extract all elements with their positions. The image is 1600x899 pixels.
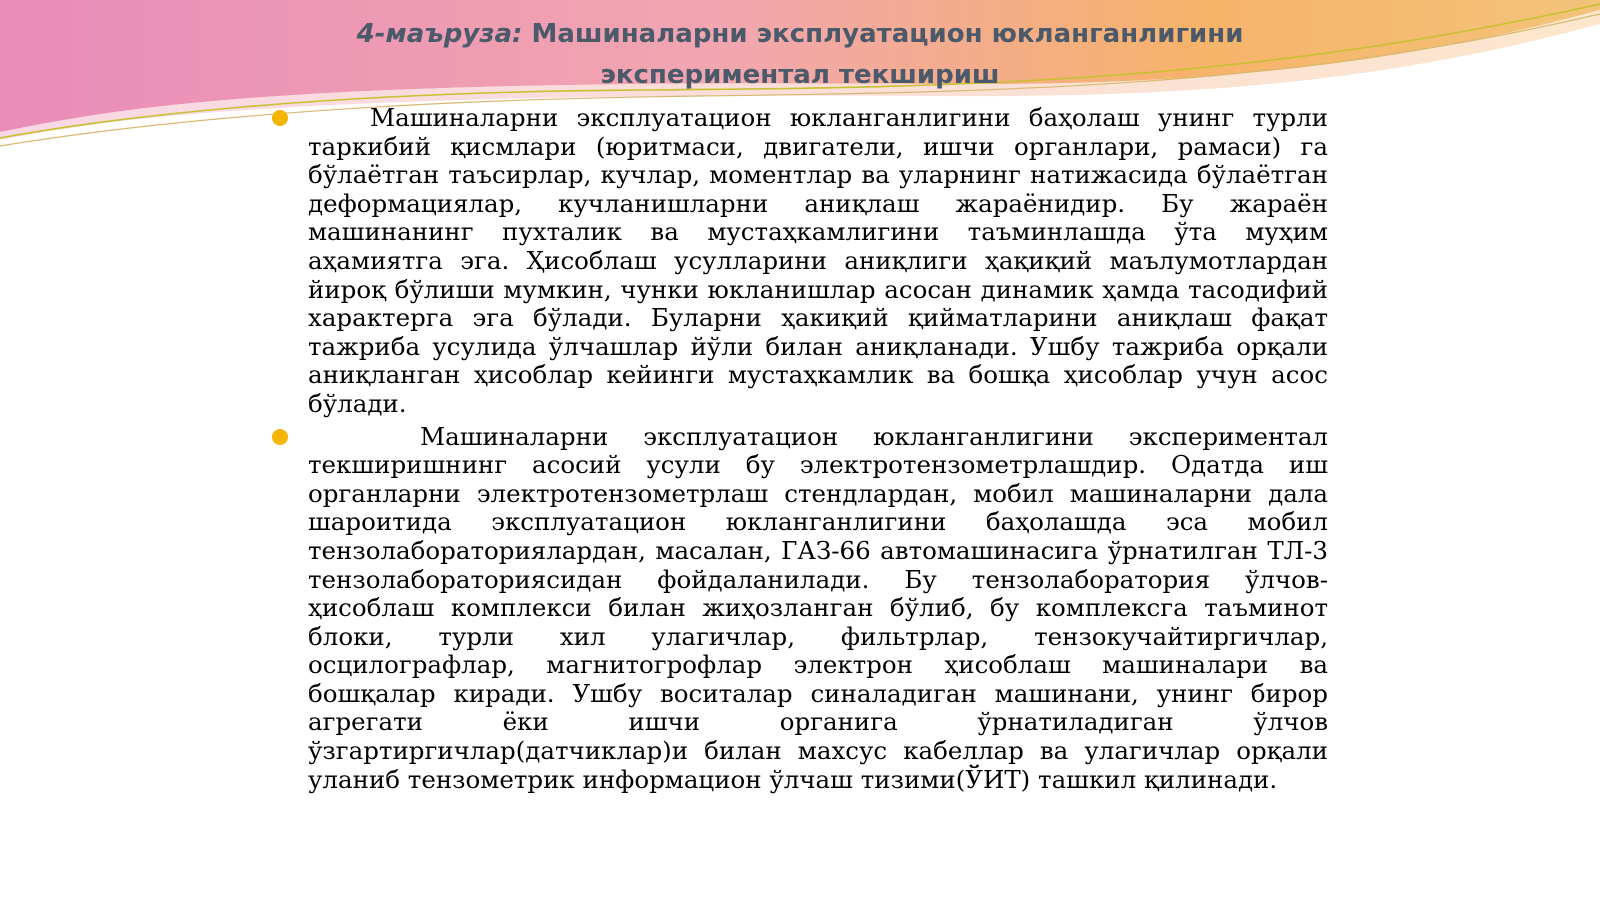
title-text-2: экспериментал текшириш (600, 60, 1000, 90)
paragraph-text-1: Машиналарни эксплуатацион юкланганлигини баҳолаш унинг турли таркибий қисмлари (юритмаси, двигатели, ишчи органлари, рамаси) га бўлаётган таъсирлар, кучлар, моментлар ва уларнинг натижасида бўлаётган деформациялар, кучланишларни аниқлаш жараёнидир. Бу жараён машинанинг пухталик ва мустаҳкамлигини таъминлашда ўта муҳим аҳамиятга эга. Ҳисоблаш усулларини аниқлиги ҳақиқий маълумотлардан йироқ бўлиши мумкин, чунки юкланишлар асосан динамик ҳамда тасодифий характерга эга бўлади. Буларни ҳакиқий қийматларини аниқлаш фақат тажриба усулида ўлчашлар йўли билан аниқланади. Ушбу тажриба орқали аниқланган ҳисоблар кейинги мустаҳкамлик ва бошқа ҳисоблар учун асос бўлади. (308, 103, 1328, 418)
lecture-label: 4-маърузa: (356, 19, 523, 49)
circle-bullet-icon (272, 429, 288, 445)
slide-body (272, 104, 1328, 798)
bullet-paragraph-1 (272, 104, 1328, 419)
bullet-paragraph-2 (272, 423, 1328, 795)
paragraph-text-2: Машиналарни эксплуатацион юкланганлигини экспериментал текширишнинг асосий усули бу электротензометрлашдир. Одатда иш органларни электротензометрлаш стендлардан, мобил машиналарни дала шароитида эксплуатацион юкланганлигини баҳолашда эса мобил тензолабораториялардан, масалан, ГАЗ-66 автомашинасига ўрнатилган ТЛ-3 тензолабораториясидан фойдаланилади. Бу тензолаборатория ўлчов-ҳисоблаш комплекси билан жиҳозланган бўлиб, бу комплексга таъминот блоки, турли хил улагичлар, фильтрлар, тензокучайтиргичлар, осцилографлар, магнитогрофлар электрон ҳисоблаш машиналари ва бошқалар киради. Ушбу воситалар синаладиган машинани, унинг бирор агрегати ёки ишчи органига ўрнатиладиган ўлчов ўзгартиргичлар(датчиклар)и билан махсус кабеллар ва улагичлар орқали уланиб тензометрик информацион ўлчаш тизими(ЎИТ) ташкил қилинади. (308, 421, 1328, 794)
slide-title (300, 14, 1300, 96)
circle-bullet-icon (272, 110, 288, 126)
title-text-1: Машиналарни эксплуатацион юкланганлигини (531, 19, 1244, 49)
slide-title-line-1 (300, 14, 1300, 55)
